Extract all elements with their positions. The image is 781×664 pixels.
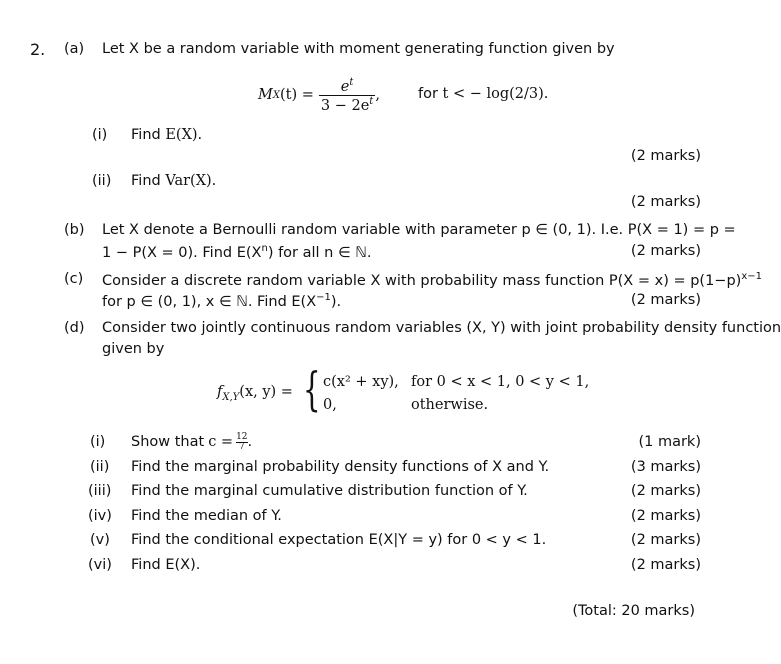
- part-d-label: (d): [64, 320, 85, 336]
- frac-num: 12: [236, 431, 248, 442]
- part-b-label: (b): [64, 222, 85, 238]
- part-d-i-pre: Show that: [131, 434, 205, 450]
- part-a-intro: Let X be a random variable with moment generating function given by: [102, 41, 615, 57]
- pdf-brace: {: [303, 362, 321, 416]
- part-d-iv-marks: (2 marks): [630, 508, 701, 524]
- part-d-line1: Consider two jointly continuous random variables (X, Y) with joint probability density function: [102, 320, 781, 336]
- part-d-ii-text: Find the marginal probability density functions of X and Y.: [131, 459, 550, 475]
- pdf-case2-cond: otherwise.: [411, 397, 489, 413]
- mgf-condition-text: for: [418, 86, 438, 102]
- part-d-i-label: (i): [90, 434, 106, 450]
- mgf-formula: [258, 73, 380, 117]
- part-a-i-find: Find: [131, 127, 161, 143]
- frac-den: 7: [236, 442, 247, 452]
- part-a-ii-math: Var(X).: [165, 173, 217, 189]
- mgf-condition-math: t < − log(2/3).: [442, 86, 549, 102]
- mgf-arg: (t) =: [279, 87, 314, 103]
- part-d-iv-text: Find the median of Y.: [131, 508, 282, 524]
- part-d-iii-text: Find the marginal cumulative distribution function of Y.: [131, 483, 528, 499]
- mgf-fraction: [319, 77, 375, 114]
- part-d-vi-marks: (2 marks): [630, 557, 701, 573]
- part-c-marks: (2 marks): [630, 292, 701, 308]
- part-a-i-label: (i): [92, 127, 108, 143]
- part-c-line1: [102, 271, 762, 289]
- part-b-line1: Let X denote a Bernoulli random variable with parameter p ∈ (0, 1). I.e. P(X = 1) = p =: [102, 222, 736, 238]
- part-d-iii-marks: (2 marks): [630, 483, 701, 499]
- pdf-lhs: [217, 384, 293, 403]
- pdf-sub: X,Y: [222, 391, 240, 403]
- part-a-ii-label: (ii): [92, 173, 112, 189]
- part-d-v-marks: (2 marks): [630, 532, 701, 548]
- pdf-case2-expr: 0,: [323, 397, 337, 413]
- question-number: 2.: [30, 40, 46, 59]
- part-c-line1-text: Consider a discrete random variable X with probability mass function P(X = x) = p(1−p): [102, 272, 742, 289]
- part-d-vi-text: Find E(X).: [131, 557, 201, 573]
- part-d-iii-label: (iii): [88, 483, 112, 499]
- part-d-iv-label: (iv): [88, 508, 112, 524]
- part-d-line2: given by: [102, 341, 165, 357]
- part-d-i-text: [131, 430, 252, 454]
- part-a-i-math: E(X).: [165, 127, 203, 143]
- pdf-case1-cond: for 0 < x < 1, 0 < y < 1,: [411, 374, 590, 390]
- mgf-lhs: M: [258, 87, 273, 103]
- part-b-line2-text: 1 − P(X = 0). Find E(X: [102, 244, 262, 261]
- pdf-case1-expr: c(x² + xy),: [323, 374, 399, 390]
- part-b-marks: (2 marks): [630, 243, 701, 259]
- part-a-label: (a): [64, 41, 85, 57]
- mgf-numerator: e: [340, 78, 350, 95]
- part-d-ii-label: (ii): [90, 459, 110, 475]
- part-a-i-marks: (2 marks): [630, 148, 701, 164]
- part-c-line2-end: ).: [330, 293, 342, 310]
- part-d-v-label: (v): [90, 532, 110, 548]
- mgf-condition: [418, 86, 548, 102]
- part-a-ii-text: [131, 173, 216, 189]
- part-d-i-math: c =: [208, 434, 234, 450]
- mgf-denominator: 3 − 2e: [320, 97, 370, 114]
- part-d-i-marks: (1 mark): [638, 434, 701, 450]
- part-c-line1-exp: x−1: [741, 271, 762, 282]
- part-c-label: (c): [64, 271, 84, 287]
- part-a-i-text: [131, 127, 202, 143]
- part-c-line2-exp: −1: [316, 292, 331, 303]
- part-d-vi-label: (vi): [88, 557, 112, 573]
- part-c-line2-text: for p ∈ (0, 1), x ∈ ℕ. Find E(X: [102, 293, 317, 310]
- mgf-numerator-exp: t: [349, 76, 354, 88]
- mgf-denominator-exp: t: [369, 95, 374, 107]
- part-d-ii-marks: (3 marks): [630, 459, 701, 475]
- pdf-args: (x, y) =: [239, 384, 293, 400]
- total-marks: (Total: 20 marks): [572, 603, 695, 619]
- part-d-i-fraction: [236, 433, 247, 452]
- part-a-ii-marks: (2 marks): [630, 194, 701, 210]
- part-a-ii-find: Find: [131, 173, 161, 189]
- part-b-line2-end: ) for all n ∈ ℕ.: [267, 244, 372, 261]
- part-b-line2-exp: n: [261, 243, 268, 254]
- part-b-line2: [102, 243, 371, 261]
- part-d-v-text: Find the conditional expectation E(X|Y = y) for 0 < y < 1.: [131, 532, 547, 548]
- mgf-comma: ,: [375, 87, 380, 103]
- part-d-i-post: .: [247, 434, 253, 450]
- pdf-f: f: [217, 384, 223, 400]
- part-c-line2: [102, 292, 341, 310]
- mgf-lhs-sub: X: [272, 89, 280, 101]
